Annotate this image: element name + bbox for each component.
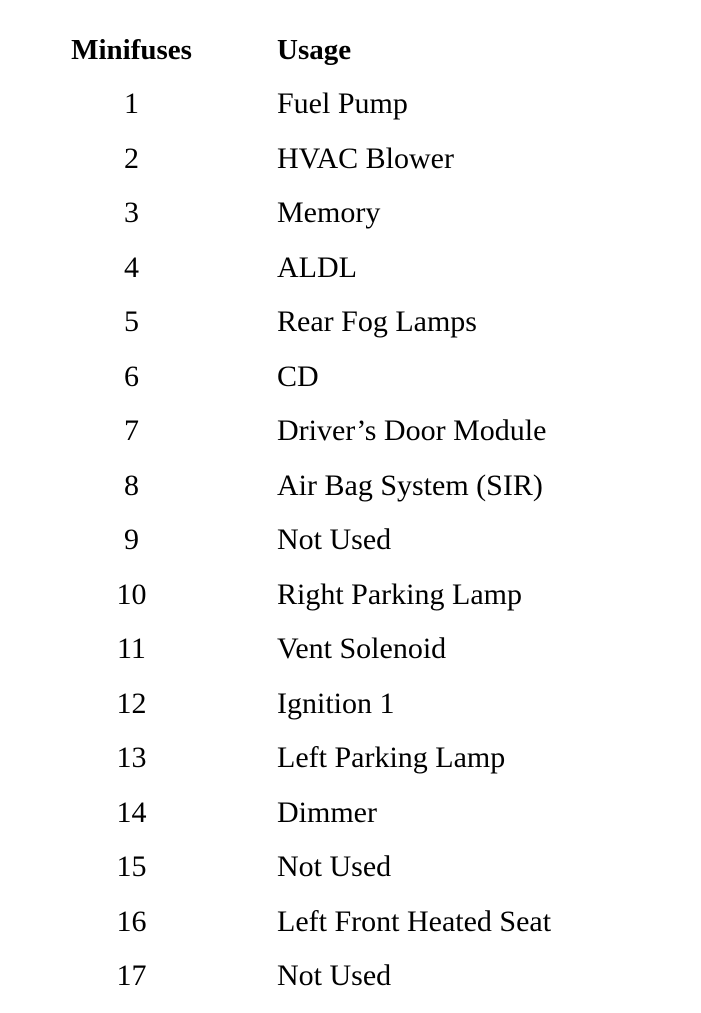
fuse-usage: Right Parking Lamp	[277, 577, 522, 611]
table-row	[0, 949, 701, 1003]
minifuses-column-header: Minifuses	[71, 34, 192, 66]
fuse-number: 16	[116, 904, 147, 938]
table-row	[0, 295, 701, 349]
fuse-usage: Air Bag System (SIR)	[277, 468, 543, 502]
fuse-number: 1	[124, 87, 139, 120]
table-row	[0, 459, 701, 513]
fuse-number: 5	[124, 305, 139, 338]
fuse-usage: ALDL	[277, 250, 357, 284]
table-row	[0, 677, 701, 731]
fuse-number: 11	[117, 632, 146, 665]
fuse-usage: Ignition 1	[277, 686, 395, 720]
table-row	[0, 840, 701, 894]
table-row	[0, 186, 701, 240]
fuse-usage: Left Front Heated Seat	[277, 904, 552, 938]
usage-column-header: Usage	[277, 34, 352, 66]
fuse-number: 3	[124, 196, 139, 229]
fuse-usage: Not Used	[277, 523, 392, 556]
fuse-usage: Driver’s Door Module	[277, 414, 547, 447]
fuse-usage: CD	[277, 359, 319, 393]
table-row	[0, 731, 701, 785]
fuse-number: 13	[116, 741, 147, 774]
fuse-number: 8	[124, 468, 139, 502]
fuse-usage: Left Parking Lamp	[277, 741, 506, 774]
table-header-row	[0, 23, 701, 77]
table-row	[0, 241, 701, 295]
fuse-usage: Not Used	[277, 959, 392, 992]
table-row	[0, 77, 701, 131]
fuse-usage: Memory	[277, 196, 381, 229]
fuse-usage: Rear Fog Lamps	[277, 305, 477, 338]
fuse-usage: Fuel Pump	[277, 87, 408, 120]
fuse-number: 4	[124, 250, 139, 284]
fuse-usage: Dimmer	[277, 795, 377, 829]
fuse-number: 9	[124, 523, 139, 556]
fuse-usage: Vent Solenoid	[277, 632, 447, 665]
table-row	[0, 622, 701, 676]
table-row	[0, 513, 701, 567]
fuse-usage: HVAC Blower	[277, 141, 454, 175]
table-row	[0, 895, 701, 949]
fuse-number: 6	[124, 359, 139, 393]
fuse-number: 7	[124, 414, 139, 447]
fuse-number: 17	[116, 959, 147, 992]
table-row	[0, 568, 701, 622]
fuse-number: 14	[116, 795, 147, 829]
fuse-number: 10	[116, 577, 147, 611]
fuse-number: 12	[116, 686, 147, 720]
fuse-number: 2	[124, 141, 139, 175]
fuse-usage: Not Used	[277, 850, 392, 883]
table-row	[0, 786, 701, 840]
table-row	[0, 350, 701, 404]
fuse-number: 15	[116, 850, 147, 883]
table-row	[0, 404, 701, 458]
table-row	[0, 132, 701, 186]
